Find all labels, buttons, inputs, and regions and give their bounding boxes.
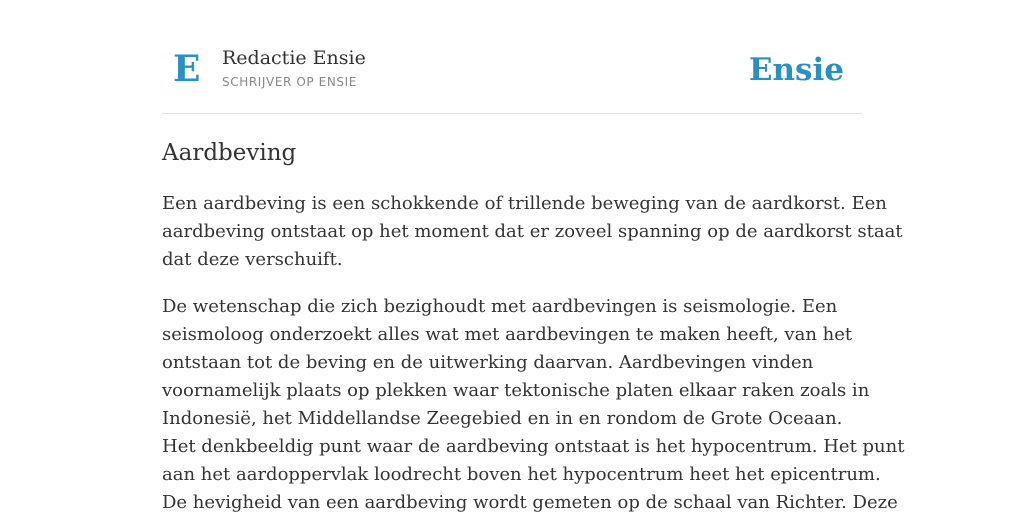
paragraph-2	[162, 293, 905, 512]
brand-logo[interactable]: Ensie	[748, 52, 844, 88]
author-role: SCHRIJVER OP ENSIE	[222, 75, 357, 89]
paragraph-line: De hevigheid van een aardbeving wordt gemeten op de schaal van Richter. Deze	[162, 492, 898, 512]
paragraph-line: aan het aardoppervlak loodrecht boven het hypocentrum heet het epicentrum.	[162, 464, 881, 485]
paragraph-line: Het denkbeeldig punt waar de aardbeving ontstaat is het hypocentrum. Het punt	[162, 436, 905, 457]
paragraph-line: seismoloog onderzoekt alles wat met aardbevingen te maken heeft, van het	[162, 324, 853, 345]
article-body	[162, 190, 905, 512]
paragraph-line: dat deze verschuift.	[162, 249, 343, 270]
paragraph-line: Indonesië, het Middellandse Zeegebied en in en rondom de Grote Oceaan.	[162, 408, 843, 429]
article-container	[162, 0, 905, 512]
author-logo[interactable]: E	[173, 48, 201, 90]
paragraph-line: Een aardbeving is een schokkende of trillende beweging van de aardkorst. Een	[162, 193, 887, 214]
author-name[interactable]: Redactie Ensie	[222, 47, 366, 69]
paragraph-line: voornamelijk plaats op plekken waar tektonische platen elkaar raken zoals in	[162, 380, 870, 401]
paragraph-1	[162, 190, 903, 274]
paragraph-line: De wetenschap die zich bezighoudt met aardbevingen is seismologie. Een	[162, 296, 838, 317]
article-header	[162, 0, 862, 114]
article-title: Aardbeving	[162, 140, 297, 166]
paragraph-line: ontstaan tot de beving en de uitwerking daarvan. Aardbevingen vinden	[162, 352, 814, 373]
paragraph-line: aardbeving ontstaat op het moment dat er zoveel spanning op de aardkorst staat	[162, 221, 903, 242]
